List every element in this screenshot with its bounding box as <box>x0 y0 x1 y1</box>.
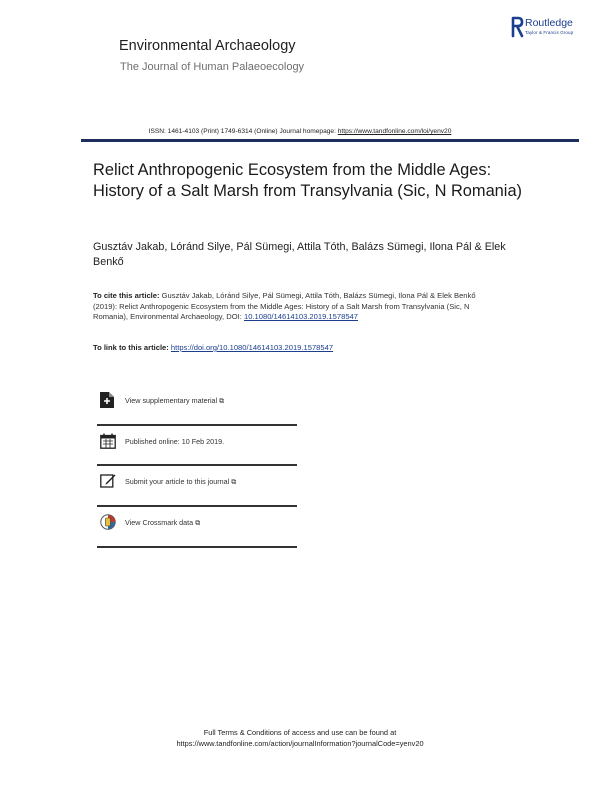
doi-link[interactable]: https://doi.org/10.1080/14614103.2019.1578547 <box>170 343 334 352</box>
journal-title: Environmental Archaeology <box>119 38 296 54</box>
submit-row[interactable] <box>97 473 297 498</box>
issn-text: ISSN: 1461-4103 (Print) 1749-6314 (Online) Journal homepage: <box>148 128 338 135</box>
cite-doi-link[interactable]: 10.1080/14614103.2019.1578547 <box>243 312 358 322</box>
link-block <box>93 343 333 352</box>
published-row <box>97 433 297 458</box>
crossmark-row[interactable] <box>97 514 297 539</box>
citation-block <box>93 291 493 323</box>
crossmark-label[interactable]: View Crossmark data ⧉ <box>125 518 201 527</box>
issn-line <box>0 128 600 135</box>
logo-tagline: Taylor & Francis Group <box>525 30 574 35</box>
footer-url[interactable]: https://www.tandfonline.com/action/journalInformation?journalCode=yenv20 <box>176 739 424 748</box>
supplementary-label[interactable]: View supplementary material ⧉ <box>125 396 225 405</box>
footer-terms: Full Terms & Conditions of access and use can be found at <box>203 728 397 737</box>
divider <box>97 464 297 466</box>
published-date: Published online: 10 Feb 2019. <box>125 437 225 446</box>
divider <box>97 505 297 507</box>
cite-label: To cite this article: <box>93 291 160 300</box>
logo-name: Routledge <box>525 17 573 29</box>
document-plus-icon <box>100 392 114 408</box>
article-authors: Gusztáv Jakab, Lóránd Silye, Pál Sümegi, Attila Tóth, Balázs Sümegi, Ilona Pál & Elek Benkő <box>93 241 506 268</box>
journal-subtitle: The Journal of Human Palaeoecology <box>120 61 305 73</box>
routledge-r-icon <box>511 16 525 38</box>
crossmark-icon <box>100 514 116 530</box>
routledge-logo <box>511 16 591 40</box>
external-link-icon: ⧉ <box>231 479 237 486</box>
submit-label[interactable]: Submit your article to this journal ⧉ <box>125 477 237 486</box>
calendar-icon <box>100 433 116 449</box>
article-title: Relict Anthropogenic Ecosystem from the Middle Ages: History of a Salt Marsh from Transylvania (Sic, N Romania) <box>93 161 523 200</box>
supplementary-row[interactable] <box>97 392 297 417</box>
divider <box>97 424 297 426</box>
edit-icon <box>100 473 116 489</box>
header-rule <box>81 139 579 142</box>
external-link-icon: ⧉ <box>219 398 225 405</box>
external-link-icon: ⧉ <box>195 520 201 527</box>
link-label: To link to this article: <box>93 343 171 352</box>
divider <box>97 546 297 548</box>
journal-homepage-link[interactable]: https://www.tandfonline.com/loi/yenv20 <box>337 128 452 135</box>
cite-text: Gusztáv Jakab, Lóránd Silye, Pál Sümegi, Attila Tóth, Balázs Sümegi, Ilona Pál & Elek Benkő (2019): Relict Anthropogenic Ecosystem from the Middle Ages: History of a Salt Marsh from Transylvania (Sic, N Romania), Environmental Archaeology, DOI: <box>93 291 476 322</box>
